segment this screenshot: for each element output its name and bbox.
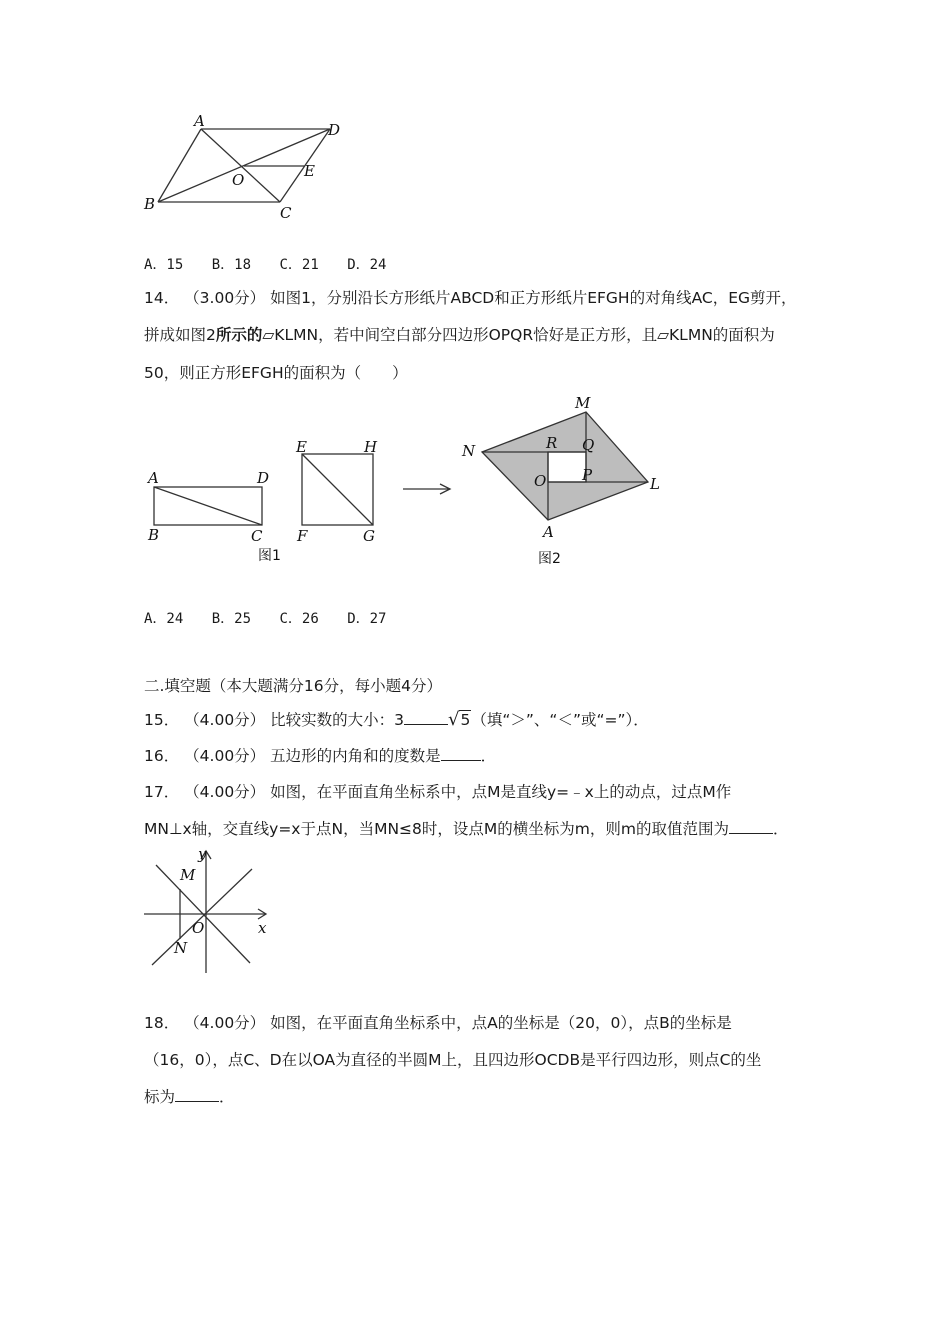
fig14-label-e: E: [296, 438, 307, 456]
fig14-label-r: R: [546, 434, 558, 452]
q18-end: ．: [219, 1088, 235, 1106]
fig14-label-f: F: [297, 527, 308, 545]
q18-line-3: [144, 1087, 235, 1107]
q18-text-3: 标为: [144, 1088, 176, 1106]
q14-choice-b: B．25: [211, 611, 252, 627]
q14-choice-d: D．27: [347, 611, 387, 627]
q18-text-2: （16，0），点C、D在以OA为直径的半圆M上，且四边形OCDB是平行四边形，则点C的坐: [144, 1051, 762, 1069]
q18-answer-blank[interactable]: [175, 1087, 219, 1102]
q14-number: 14．: [144, 289, 180, 307]
q14-choices: [144, 608, 407, 628]
fig13-label-c: C: [280, 204, 292, 222]
fig14-label-b: B: [148, 526, 160, 544]
q14-line-2: [144, 325, 775, 345]
q13-choice-a: A．15: [144, 257, 184, 273]
q15-text-b: （填“＞”、“＜”或“=”）．: [471, 711, 649, 729]
q14-text-1: 如图1，分别沿长方形纸片ABCD和正方形纸片EFGH的对角线AC，EG剪开，: [270, 289, 797, 307]
q14-text-2a: 拼成如图2: [144, 326, 216, 344]
fig17-label-y: y: [198, 845, 207, 863]
q14-text-2c: ▱KLMN，若中间空白部分四边形OPQR恰好是正方形，且▱KLMN的面积为: [262, 326, 775, 344]
fig17-label-x: x: [258, 919, 267, 937]
q16-number: 16．: [144, 747, 180, 765]
fig14-label-g: G: [363, 527, 375, 545]
q15-sqrt-value: 5: [460, 711, 471, 729]
q13-parallelogram-figure: [140, 110, 360, 230]
q17-coordinate-figure: [140, 845, 280, 980]
q17-number: 17．: [144, 783, 180, 801]
fig14-label-d: D: [257, 469, 270, 487]
section-2-title: 二.填空题（本大题满分16分，每小题4分）: [144, 677, 443, 695]
fig14-label-c: C: [251, 527, 263, 545]
fig13-label-e: E: [304, 162, 315, 180]
fig13-label-o: O: [232, 171, 245, 189]
q16-text: 五边形的内角和的度数是: [270, 747, 441, 765]
q13-choice-c: C．21: [279, 257, 319, 273]
q16-end: ．: [480, 747, 497, 765]
q15-score: （4.00分）: [184, 711, 266, 729]
fig14-label-a2: A: [543, 523, 554, 541]
q17-line-1: [144, 782, 731, 802]
q16-line: [144, 746, 496, 766]
fig14-label-m: M: [575, 394, 591, 412]
q17-line-2: [144, 819, 788, 839]
q16-answer-blank[interactable]: [441, 746, 481, 761]
fig13-label-a: A: [194, 112, 205, 130]
q14-score: （3.00分）: [184, 289, 266, 307]
q17-score: （4.00分）: [184, 783, 266, 801]
q15-answer-blank[interactable]: [404, 710, 448, 725]
q14-line-1: [144, 288, 797, 308]
q14-text-2b: 所示的: [215, 326, 263, 344]
fig14-label-n: N: [462, 442, 476, 460]
q13-choice-d: D．24: [347, 257, 387, 273]
fig13-label-d: D: [328, 121, 341, 139]
q17-text-1: 如图，在平面直角坐标系中，点M是直线y=﹣x上的动点，过点M作: [270, 783, 732, 801]
fig14-label-a: A: [148, 469, 159, 487]
q14-choice-c: C．26: [279, 611, 319, 627]
fig14-label-h: H: [364, 438, 378, 456]
fig14-label-p: P: [582, 466, 593, 484]
fig17-label-n: N: [174, 939, 188, 957]
fig14-caption-1: 图1: [258, 548, 281, 564]
q15-number: 15．: [144, 711, 180, 729]
fig14-label-o: O: [534, 472, 547, 490]
q18-number: 18．: [144, 1014, 180, 1032]
q15-line: [144, 710, 649, 730]
q17-end: ．: [772, 820, 789, 838]
q14-figure: [140, 390, 680, 580]
fig17-label-m: M: [180, 866, 196, 884]
q17-text-2: MN⊥x轴，交直线y=x于点N，当MN≤8时，设点M的横坐标为m，则m的取值范围为: [144, 820, 729, 838]
fig14-label-q: Q: [582, 436, 595, 454]
q18-text-1: 如图，在平面直角坐标系中，点A的坐标是（20，0），点B的坐标是: [270, 1014, 732, 1032]
q14-text-3: 50，则正方形EFGH的面积为（ ）: [144, 364, 408, 382]
q18-score: （4.00分）: [184, 1014, 266, 1032]
q14-choice-a: A．24: [144, 611, 184, 627]
q13-choices: [144, 254, 407, 274]
q15-text-a: 比较实数的大小：3: [270, 711, 404, 729]
fig13-label-b: B: [144, 195, 156, 213]
fig17-label-o: O: [192, 919, 205, 937]
fig14-caption-2: 图2: [538, 551, 561, 567]
q13-choice-b: B．18: [211, 257, 252, 273]
q17-answer-blank[interactable]: [729, 819, 773, 834]
q18-line-2: [144, 1050, 761, 1070]
q18-line-1: [144, 1013, 732, 1033]
q14-line-3: [144, 363, 408, 383]
sqrt-icon: √: [448, 709, 460, 730]
fig14-label-l: L: [650, 475, 660, 493]
q16-score: （4.00分）: [184, 747, 266, 765]
